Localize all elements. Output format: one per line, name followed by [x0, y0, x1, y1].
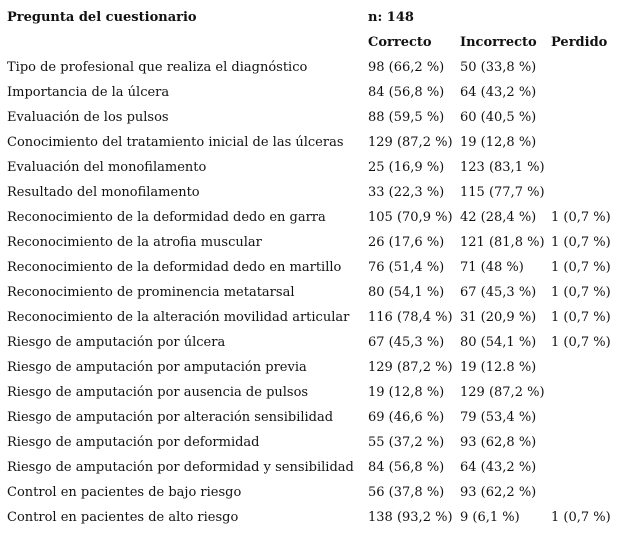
empty-header: [7, 30, 368, 55]
correct-cell: 69 (46,6 %): [368, 410, 445, 425]
correct-cell: 129 (87,2 %): [368, 135, 453, 150]
table-row: [7, 105, 611, 130]
missing-header: Perdido: [551, 35, 608, 50]
incorrect-cell: 9 (6,1 %): [460, 510, 520, 525]
table-row: [7, 455, 611, 480]
incorrect-cell: 19 (12,8 %): [460, 135, 537, 150]
table-row: [7, 55, 611, 80]
missing-cell: 1 (0,7 %): [551, 285, 611, 300]
correct-cell: 116 (78,4 %): [368, 310, 453, 325]
missing-cell: [551, 80, 611, 105]
correct-cell: 80 (54,1 %): [368, 285, 445, 300]
missing-cell: 1 (0,7 %): [551, 335, 611, 350]
table-row: [7, 505, 611, 530]
question-cell: Riesgo de amputación por alteración sensibilidad: [7, 410, 334, 425]
question-cell: Riesgo de amputación por deformidad y sensibilidad: [7, 460, 354, 475]
table-row: [7, 355, 611, 380]
incorrect-cell: 129 (87,2 %): [460, 385, 545, 400]
table-row: [7, 255, 611, 280]
table-row: [7, 205, 611, 230]
question-cell: Evaluación del monofilamento: [7, 160, 207, 175]
incorrect-cell: 93 (62,2 %): [460, 485, 537, 500]
missing-cell: [551, 430, 611, 455]
incorrect-cell: 50 (33,8 %): [460, 60, 537, 75]
missing-cell: [551, 130, 611, 155]
correct-cell: 105 (70,9 %): [368, 210, 453, 225]
correct-cell: 129 (87,2 %): [368, 360, 453, 375]
missing-cell: [551, 480, 611, 505]
correct-cell: 67 (45,3 %): [368, 335, 445, 350]
question-cell: Resultado del monofilamento: [7, 185, 200, 200]
table-row: [7, 305, 611, 330]
correct-cell: 55 (37,2 %): [368, 435, 445, 450]
table-row: [7, 430, 611, 455]
question-cell: Reconocimiento de la deformidad dedo en garra: [7, 210, 326, 225]
question-header: Pregunta del cuestionario: [7, 10, 197, 25]
missing-cell: [551, 155, 611, 180]
question-cell: Reconocimiento de la alteración movilidad articular: [7, 310, 350, 325]
question-cell: Control en pacientes de bajo riesgo: [7, 485, 242, 500]
results-table: [7, 5, 611, 530]
question-cell: Reconocimiento de prominencia metatarsal: [7, 285, 295, 300]
table-row: [7, 480, 611, 505]
missing-cell: [551, 180, 611, 205]
correct-cell: 33 (22,3 %): [368, 185, 445, 200]
incorrect-cell: 42 (28,4 %): [460, 210, 537, 225]
question-cell: Importancia de la úlcera: [7, 85, 170, 100]
question-cell: Tipo de profesional que realiza el diagnóstico: [7, 60, 308, 75]
missing-cell: [551, 455, 611, 480]
table-row: [7, 405, 611, 430]
question-cell: Control en pacientes de alto riesgo: [7, 510, 239, 525]
correct-cell: 84 (56,8 %): [368, 85, 445, 100]
question-cell: Reconocimiento de la atrofia muscular: [7, 235, 262, 250]
table-row: [7, 130, 611, 155]
correct-cell: 98 (66,2 %): [368, 60, 445, 75]
incorrect-cell: 64 (43,2 %): [460, 460, 537, 475]
correct-cell: 138 (93,2 %): [368, 510, 453, 525]
incorrect-cell: 31 (20,9 %): [460, 310, 537, 325]
incorrect-cell: 79 (53,4 %): [460, 410, 537, 425]
correct-cell: 19 (12,8 %): [368, 385, 445, 400]
correct-cell: 84 (56,8 %): [368, 460, 445, 475]
question-cell: Reconocimiento de la deformidad dedo en martillo: [7, 260, 342, 275]
correct-cell: 76 (51,4 %): [368, 260, 445, 275]
question-cell: Riesgo de amputación por ausencia de pulsos: [7, 385, 309, 400]
incorrect-cell: 64 (43,2 %): [460, 85, 537, 100]
incorrect-cell: 121 (81,8 %): [460, 235, 545, 250]
correct-header: Correcto: [368, 35, 432, 50]
table-row: [7, 230, 611, 255]
question-cell: Riesgo de amputación por amputación previa: [7, 360, 307, 375]
table-row: [7, 155, 611, 180]
question-cell: Riesgo de amputación por úlcera: [7, 335, 226, 350]
incorrect-cell: 71 (48 %): [460, 260, 524, 275]
table-row: [7, 380, 611, 405]
incorrect-cell: 60 (40,5 %): [460, 110, 537, 125]
table-row: [7, 80, 611, 105]
table-row: [7, 280, 611, 305]
table-row: [7, 330, 611, 355]
question-cell: Conocimiento del tratamiento inicial de las úlceras: [7, 135, 344, 150]
incorrect-cell: 93 (62,8 %): [460, 435, 537, 450]
incorrect-cell: 67 (45,3 %): [460, 285, 537, 300]
correct-cell: 88 (59,5 %): [368, 110, 445, 125]
missing-cell: 1 (0,7 %): [551, 210, 611, 225]
missing-cell: [551, 105, 611, 130]
missing-cell: [551, 405, 611, 430]
question-cell: Evaluación de los pulsos: [7, 110, 169, 125]
incorrect-cell: 80 (54,1 %): [460, 335, 537, 350]
missing-cell: [551, 355, 611, 380]
missing-cell: [551, 55, 611, 80]
header-row-1: [7, 5, 611, 30]
missing-cell: 1 (0,7 %): [551, 235, 611, 250]
missing-cell: [551, 380, 611, 405]
missing-cell: 1 (0,7 %): [551, 310, 611, 325]
sample-size: n: 148: [368, 10, 414, 25]
correct-cell: 26 (17,6 %): [368, 235, 445, 250]
incorrect-cell: 115 (77,7 %): [460, 185, 545, 200]
correct-cell: 25 (16,9 %): [368, 160, 445, 175]
missing-cell: 1 (0,7 %): [551, 510, 611, 525]
missing-cell: 1 (0,7 %): [551, 260, 611, 275]
correct-cell: 56 (37,8 %): [368, 485, 445, 500]
table-row: [7, 180, 611, 205]
incorrect-cell: 123 (83,1 %): [460, 160, 545, 175]
question-cell: Riesgo de amputación por deformidad: [7, 435, 260, 450]
incorrect-header: Incorrecto: [460, 35, 537, 50]
header-row-2: [7, 30, 611, 55]
incorrect-cell: 19 (12.8 %): [460, 360, 537, 375]
